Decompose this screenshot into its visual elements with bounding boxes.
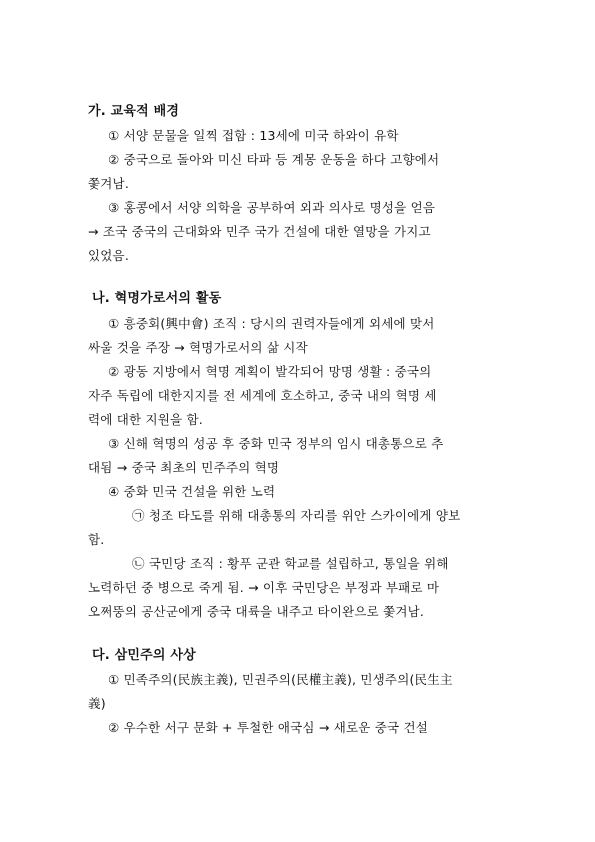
revolution-item-1: ① 흥중회(興中會) 조직 : 당시의 권력자들에게 외세에 맞서 — [108, 316, 435, 331]
education-item-3-cont2: 있었음. — [88, 248, 129, 263]
revolution-subitem-b: ㉡ 국민당 조직 : 황푸 군관 학교를 설립하고, 통일을 위해 — [132, 556, 449, 571]
revolution-item-2-cont2: 력에 대한 지원을 함. — [88, 412, 203, 427]
revolution-subitem-a-cont: 함. — [88, 532, 105, 547]
principles-item-1-cont: 義) — [88, 696, 106, 711]
section-heading-revolution: 나. 혁명가로서의 활동 — [92, 291, 222, 306]
revolution-item-3: ③ 신해 혁명의 성공 후 중화 민국 정부의 임시 대총통으로 추 — [108, 436, 444, 451]
revolution-subitem-b-cont2: 오쩌뚱의 공산군에게 중국 대륙을 내주고 타이완으로 쫓겨남. — [88, 604, 425, 619]
principles-item-2: ② 우수한 서구 문화 + 투철한 애국심 → 새로운 중국 건설 — [108, 720, 428, 735]
education-item-3-cont: → 조국 중국의 근대화와 민주 국가 건설에 대한 열망을 가지고 — [88, 224, 431, 239]
revolution-item-2: ② 광동 지방에서 혁명 계획이 발각되어 망명 생활 : 중국의 — [108, 364, 432, 379]
education-item-2: ② 중국으로 돌아와 미신 타파 등 계몽 운동을 하다 고향에서 — [108, 152, 440, 167]
education-item-1: ① 서양 문물을 일찍 접함 : 13세에 미국 하와이 유학 — [108, 128, 399, 143]
section-heading-education: 가. 교육적 배경 — [88, 104, 180, 119]
education-item-3: ③ 홍콩에서 서양 의학을 공부하여 외과 의사로 명성을 얻음 — [108, 200, 436, 215]
education-item-2-cont: 쫓겨남. — [88, 176, 129, 191]
revolution-item-1-cont: 싸울 것을 주장 → 혁명가로서의 삶 시작 — [88, 340, 308, 355]
section-heading-three-principles: 다. 삼민주의 사상 — [92, 648, 196, 663]
revolution-item-4: ④ 중화 민국 건설을 위한 노력 — [108, 484, 276, 499]
revolution-subitem-a: ㉠ 청조 타도를 위해 대총통의 자리를 위안 스카이에게 양보 — [132, 508, 461, 523]
revolution-item-2-cont: 자주 독립에 대한지지를 전 세계에 호소하고, 중국 내의 혁명 세 — [88, 388, 437, 403]
principles-item-1: ① 민족주의(民族主義), 민권주의(民權主義), 민생주의(民生主 — [108, 672, 453, 687]
revolution-subitem-b-cont: 노력하던 중 병으로 죽게 됨. → 이후 국민당은 부정과 부패로 마 — [88, 580, 440, 595]
revolution-item-3-cont: 대됨 → 중국 최초의 민주주의 혁명 — [88, 460, 280, 475]
